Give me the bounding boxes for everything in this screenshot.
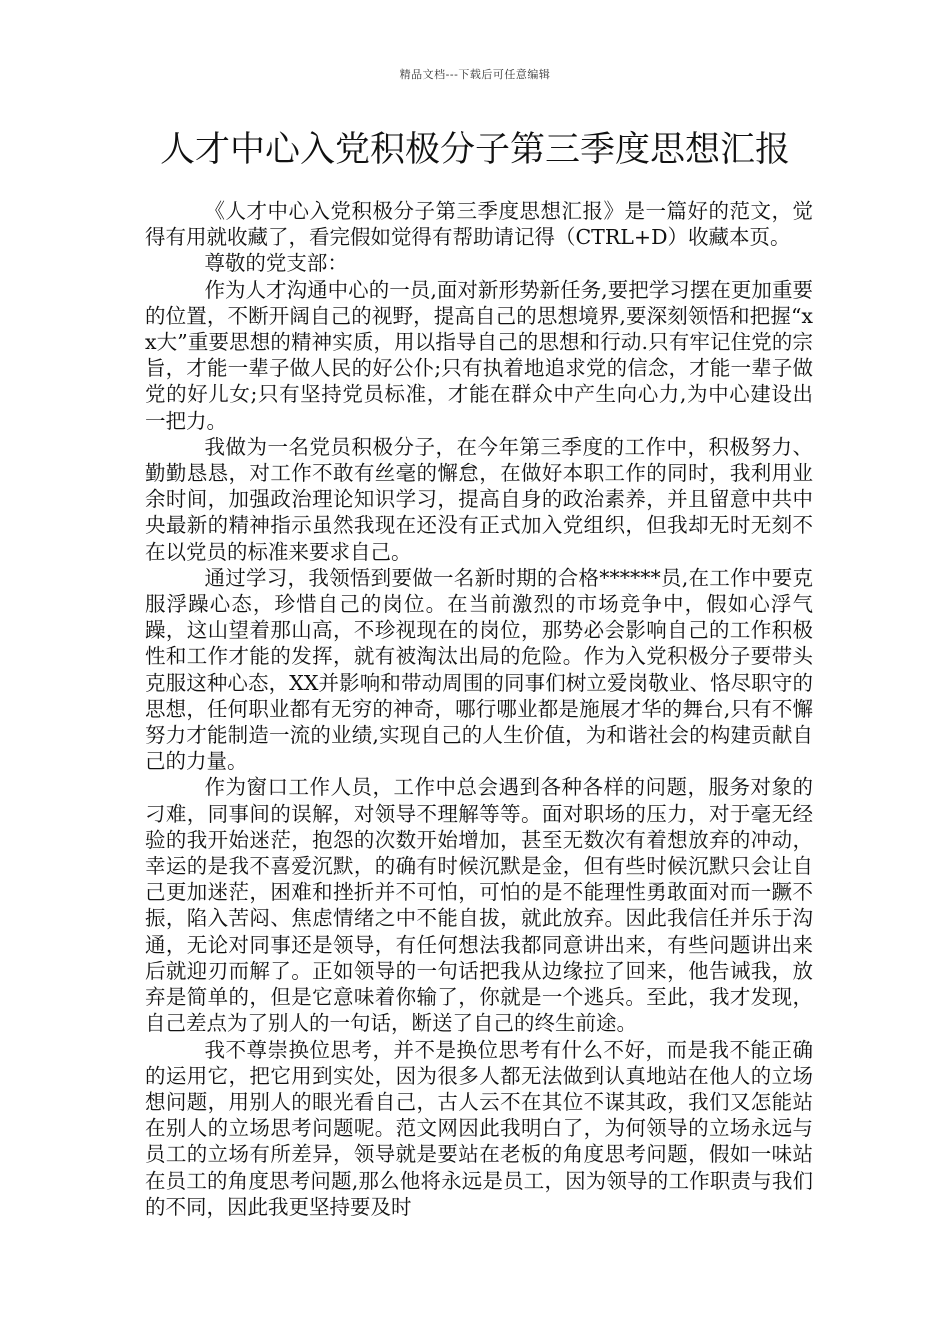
body-paragraph: 通过学习，我领悟到要做一名新时期的合格******员,在工作中要克服浮躁心态，珍惜自己的岗位。在当前激烈的市场竞争中，假如心浮气躁，这山望着那山高，不珍视现在的岗位，那势必会影响自己的工作积极性和工作才能的发挥，就有被淘汰出局的危险。作为入党积极分子要带头克服这种心态，XX并影响和带动周围的同事们树立爱岗敬业、恪尽职守的思想，任何职业都有无穷的神奇，哪行哪业都是施展才华的舞台,只有不懈努力才能制造一流的业绩,实现自己的人生价值，为和谐社会的构建贡献自己的力量。 — [145, 565, 813, 774]
body-paragraph: 作为窗口工作人员，工作中总会遇到各种各样的问题，服务对象的刁难，同事间的误解，对领导不理解等等。面对职场的压力，对于毫无经验的我开始迷茫，抱怨的次数开始增加，甚至无数次有着想放弃的冲动，幸运的是我不喜爱沉默，的确有时候沉默是金，但有些时候沉默只会让自己更加迷茫，困难和挫折并不可怕，可怕的是不能理性勇敢面对而一蹶不振，陷入苦闷、焦虑情绪之中不能自拔，就此放弃。因此我信任并乐于沟通，无论对同事还是领导，有任何想法我都同意讲出来，有些问题讲出来后就迎刃而解了。正如领导的一句话把我从边缘拉了回来，他告诫我，放弃是简单的，但是它意味着你输了，你就是一个逃兵。至此，我才发现，自己差点为了别人的一句话，断送了自己的终生前途。 — [145, 775, 813, 1036]
document-title: 人才中心入党积极分子第三季度思想汇报 — [159, 130, 790, 170]
body-paragraph: 我做为一名党员积极分子，在今年第三季度的工作中，积极努力、勤勤恳恳，对工作不敢有丝毫的懈怠，在做好本职工作的同时，我利用业余时间，加强政治理论知识学习，提高自身的政治素养，并且留意中共中央最新的精神指示虽然我现在还没有正式加入党组织，但我却无时无刻不在以党员的标准来要求自己。 — [145, 434, 813, 564]
document-body — [145, 198, 813, 1220]
body-paragraph: 作为人才沟通中心的一员,面对新形势新任务,要把学习摆在更加重要的位置，不断开阔自己的视野，提高自己的思想境界,要深刻领悟和把握“xx大”重要思想的精神实质，用以指导自己的思想和行动.只有牢记住党的宗旨，才能一辈子做人民的好公仆;只有执着地追求党的信念，才能一辈子做党的好儿女;只有坚持党员标准，才能在群众中产生向心力,为中心建设出一把力。 — [145, 277, 813, 433]
body-paragraph: 我不尊崇换位思考，并不是换位思考有什么不好，而是我不能正确的运用它，把它用到实处，因为很多人都无法做到认真地站在他人的立场想问题，用别人的眼光看自己，古人云不在其位不谋其政，我们又怎能站在别人的立场思考问题呢。范文网因此我明白了，为何领导的立场永远与员工的立场有所差异，领导就是要站在老板的角度思考问题，假如一味站在员工的角度思考问题,那么他将永远是员工，因为领导的工作职责与我们的不同，因此我更坚持要及时 — [145, 1037, 813, 1219]
intro-paragraph: 《人才中心入党积极分子第三季度思想汇报》是一篇好的范文，觉得有用就收藏了，看完假如觉得有帮助请记得（CTRL+D）收藏本页。 — [145, 199, 813, 250]
salutation: 尊敬的党支部： — [204, 251, 348, 276]
header-note: 精品文档---下载后可任意编辑 — [399, 68, 551, 81]
